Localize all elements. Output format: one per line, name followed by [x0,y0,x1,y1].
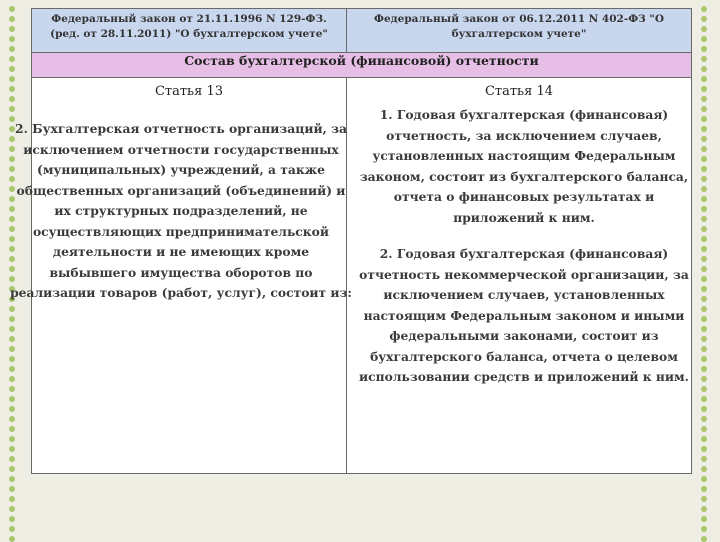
header-left-text: Федеральный закон от 21.11.1996 N 129-ФЗ. (ред. от 28.11.2011) "О бухгалтерском учете" [50,13,328,40]
decorative-dot [701,306,707,312]
decorative-dot [701,146,707,152]
decorative-dot [701,366,707,372]
decorative-dot [701,6,707,12]
decorative-dot [701,76,707,82]
decorative-dot [9,356,15,362]
decorative-dot [701,316,707,322]
right-column [347,84,691,388]
header-right-text: Федеральный закон от 06.12.2011 N 402-ФЗ "О бухгалтерском учете" [374,13,664,40]
decorative-dot [701,376,707,382]
left-article-title: Статья 13 [154,84,224,99]
decorative-dot [701,416,707,422]
decorative-dot [9,6,15,12]
decorative-dot [701,216,707,222]
right-article-text-1: 1. Годовая бухгалтерская (финансовая) отчетность, за исключением случаев, установленных настоящим Федеральным законом, состоит из бухгалтерского баланса, отчета о финансовых результатах и приложений к ним. [359,107,689,225]
right-article-text-2: 2. Годовая бухгалтерская (финансовая) отчетность некоммерческой организации, за исключением случаев, установленных настоящим Федеральным законом и иными федеральными законами, состоит из бухгалтерского баланса, отчета о целевом использовании средств и приложений к ним. [359,246,689,384]
decorative-dot [701,426,707,432]
decorative-dot [701,506,707,512]
decorative-dot [701,396,707,402]
decorative-dot [9,306,15,312]
header-right-cell [347,9,692,53]
decorative-dot [701,336,707,342]
decorative-dot [701,166,707,172]
decorative-dot [701,256,707,262]
section-title: Состав бухгалтерской (финансовой) отчетности [32,53,692,78]
decorative-dot [701,96,707,102]
decorative-dot [9,426,15,432]
decorative-dot [701,26,707,32]
decorative-dot [701,406,707,412]
decorative-dot [701,516,707,522]
decorative-dot [9,476,15,482]
decorative-dot [9,56,15,62]
header-row [32,9,692,53]
decorative-dot [9,336,15,342]
decorative-dot [701,326,707,332]
header-left-cell [32,9,347,53]
decorative-dot [701,296,707,302]
decorative-dot [9,456,15,462]
decorative-dot [701,276,707,282]
decorative-dot [701,176,707,182]
decorative-dot [9,16,15,22]
decorative-dot [9,496,15,502]
decorative-dot [9,386,15,392]
decorative-dot [701,226,707,232]
comparison-table [10,8,692,474]
decorative-dot [9,26,15,32]
decorative-dot [701,106,707,112]
decorative-dot [701,36,707,42]
decorative-dot [701,346,707,352]
decorative-dot [9,506,15,512]
decorative-dot [701,446,707,452]
decorative-dot [701,126,707,132]
decorative-dot [9,536,15,542]
decorative-dot [9,46,15,52]
decorative-dot [701,246,707,252]
decorative-dot [701,196,707,202]
decorative-dot [701,476,707,482]
right-article-title: Статья 14 [484,84,554,99]
decorative-dot [9,396,15,402]
decorative-dot [701,46,707,52]
decorative-dot [9,436,15,442]
decorative-dot [701,16,707,22]
decorative-dot [9,526,15,532]
decorative-dot [9,86,15,92]
left-column [10,84,352,304]
decorative-dot [9,366,15,372]
decorative-dot [9,346,15,352]
decorative-dot [701,236,707,242]
decorative-dot [9,326,15,332]
decorative-dot [701,466,707,472]
decorative-dot [701,456,707,462]
decorative-dot [701,186,707,192]
decorative-dot [701,156,707,162]
decorative-dot [701,116,707,122]
decorative-dot [9,466,15,472]
decorative-dot [9,416,15,422]
section-row [32,53,692,78]
decorative-dot [701,536,707,542]
decorative-dot [701,136,707,142]
decorative-dot [701,266,707,272]
decorative-dot [9,76,15,82]
decorative-dot [701,356,707,362]
decorative-dot [701,66,707,72]
decorative-dot [701,56,707,62]
decorative-dot [701,436,707,442]
body-row [32,78,692,474]
decorative-dot [701,286,707,292]
decorative-dot [9,516,15,522]
decorative-dot [701,206,707,212]
right-body-cell [347,78,692,474]
decorative-dot [9,106,15,112]
decorative-dot [9,316,15,322]
decorative-dot [701,496,707,502]
decorative-dot [9,406,15,412]
decorative-dot [9,446,15,452]
decorative-dot [701,386,707,392]
decorative-dot [9,486,15,492]
left-body-cell [10,78,352,474]
decorative-dot [9,36,15,42]
decorative-dot [9,96,15,102]
decorative-dot [701,486,707,492]
decorative-dot [9,376,15,382]
decorative-dot [701,526,707,532]
decorative-dot [9,66,15,72]
decorative-dot [701,86,707,92]
decorative-dots-right [695,0,717,540]
left-article-text: 2. Бухгалтерская отчетность организаций, за исключением отчетности государственных (муниципальных) учреждений, а также общественных организаций (объединений) и их структурных подразделений, не осуществляющих предпринимательской деятельности и не имеющих кроме выбывшего имущества оборотов по реализации товаров (работ, услуг), состоит из: [10,121,352,300]
